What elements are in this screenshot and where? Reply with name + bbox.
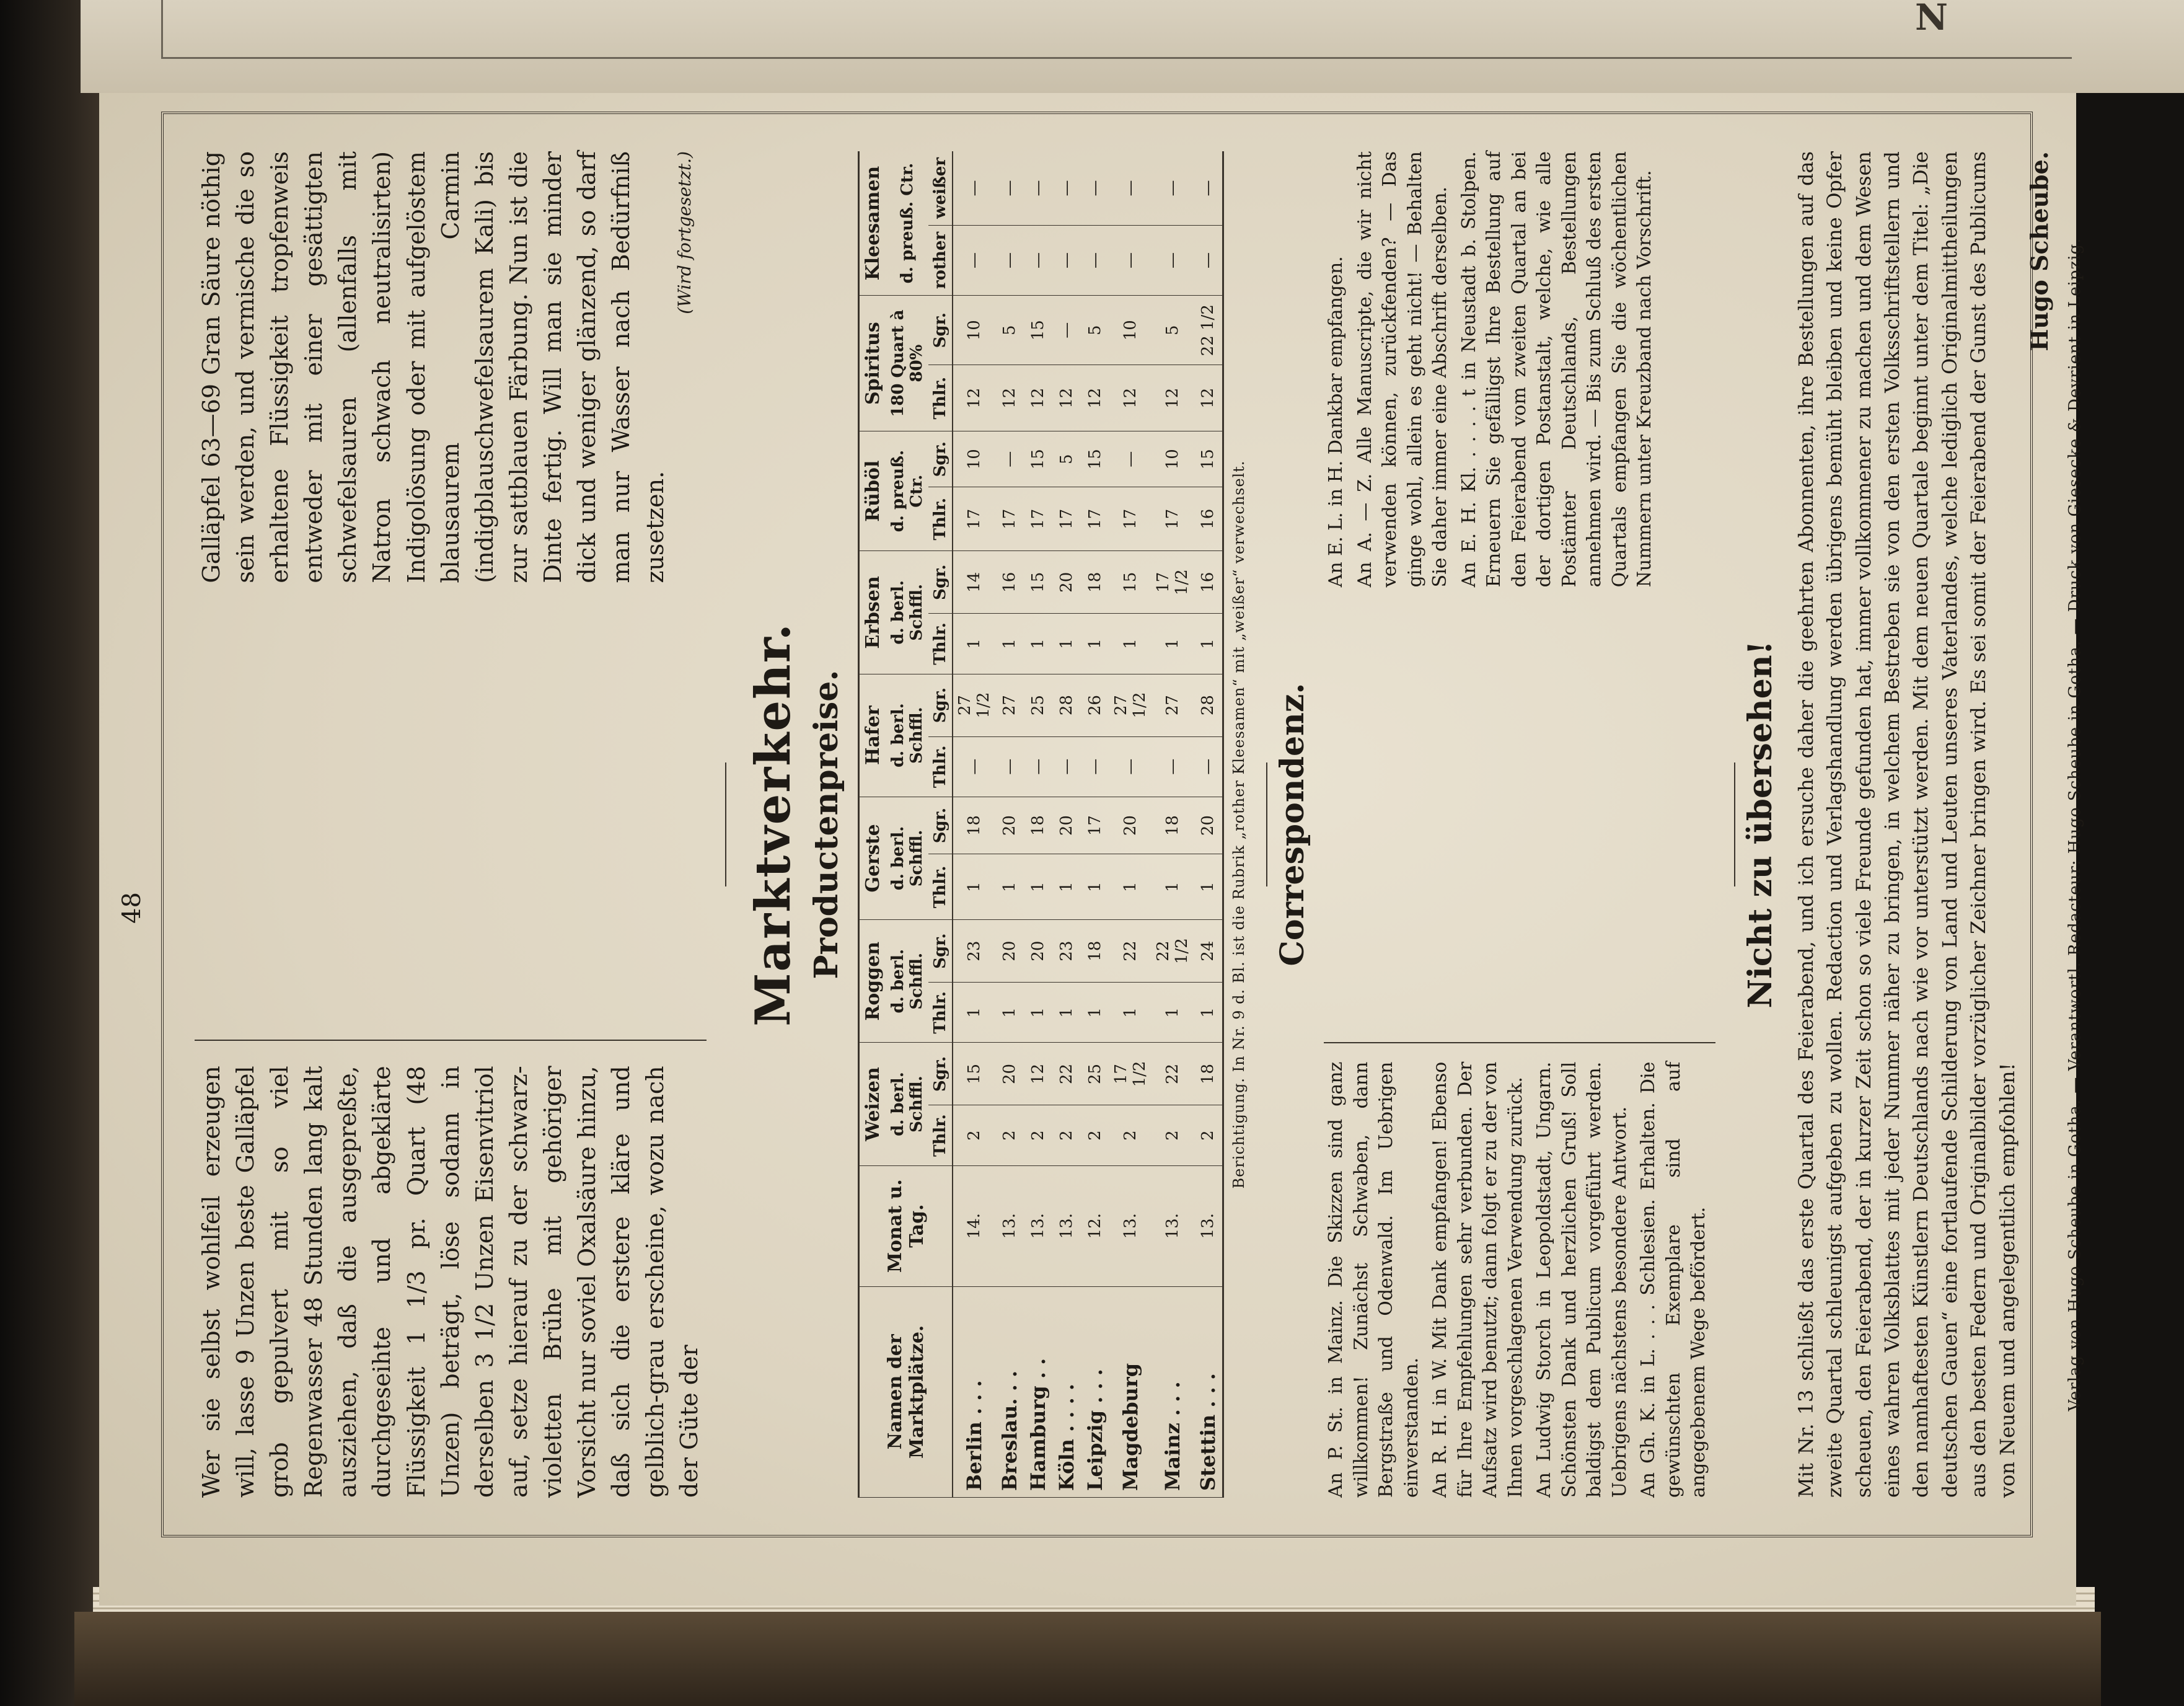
header-row	[859, 151, 887, 1498]
unit-header: rother	[928, 225, 953, 295]
price-cell: 15	[1194, 431, 1223, 487]
price-cell: 12	[1024, 365, 1052, 431]
price-cell: 17	[953, 487, 995, 551]
unit-header: Sgr.	[928, 1043, 953, 1105]
facing-page-frame	[161, 0, 2072, 59]
price-cell: 1	[1052, 854, 1081, 920]
price-cell: 12	[995, 365, 1024, 431]
date-cell: 13.	[995, 1165, 1024, 1286]
price-cell: 1	[1081, 854, 1109, 920]
price-cell: —	[1052, 151, 1081, 225]
column-header: Hafer	[859, 674, 887, 797]
price-cell: 14	[953, 551, 995, 614]
price-cell: 18	[1151, 797, 1194, 854]
notice-title: Nicht zu übersehen!	[1741, 640, 1779, 1009]
divider	[725, 762, 726, 886]
unit-header: weißer	[928, 151, 953, 225]
price-cell: 20	[1109, 797, 1151, 854]
rotated-content	[161, 112, 2085, 1537]
price-cell: 2	[1052, 1105, 1081, 1165]
price-cell: 22 1/2	[1151, 920, 1194, 983]
price-cell: —	[1081, 151, 1109, 225]
price-cell: —	[1194, 225, 1223, 295]
price-cell: 27 1/2	[1109, 674, 1151, 736]
price-cell: 17	[1081, 487, 1109, 551]
price-cell: 2	[1194, 1105, 1223, 1165]
price-cell: 10	[1109, 296, 1151, 365]
price-cell: —	[953, 225, 995, 295]
column-header: Gerste	[859, 797, 887, 919]
price-cell: 17 1/2	[1151, 551, 1194, 614]
price-cell: —	[1052, 736, 1081, 797]
price-cell: —	[1109, 736, 1151, 797]
price-cell: 26	[1081, 674, 1109, 736]
column-divider	[195, 608, 707, 1041]
book-spine	[0, 0, 99, 1706]
price-cell: 17	[1081, 797, 1109, 854]
price-cell: —	[1151, 736, 1194, 797]
unit-header: Sgr.	[928, 431, 953, 487]
correspondence-item: An Gh. K. in L. . . . Schlesien. Erhalten. Die gewünschten Exemplare sind auf angegebenem Wege befördert.	[1637, 1061, 1710, 1498]
correspondence-item: An A. — Z. Alle Manuscripte, die wir nicht verwenden können, zurückfenden? — Das ginge wohl, allein es geht nicht! — Behalten Sie daher immer eine Abschrift derselben.	[1354, 151, 1451, 588]
facing-page-letter: N	[1915, 0, 1948, 38]
unit-header: Thlr.	[928, 854, 953, 920]
price-cell: 20	[995, 920, 1024, 983]
price-cell: 20	[995, 797, 1024, 854]
price-cell: 1	[1194, 614, 1223, 674]
unit-header: Sgr.	[928, 920, 953, 983]
date-cell: 14.	[953, 1165, 995, 1286]
price-cell: 28	[1052, 674, 1081, 736]
price-cell: 1	[1194, 983, 1223, 1043]
price-cell: —	[1194, 151, 1223, 225]
price-cell: 1	[1024, 614, 1052, 674]
unit-header: Sgr.	[928, 797, 953, 854]
column-header: Kleesamen	[859, 151, 887, 296]
correspondence-item: An Ludwig Storch in Leopoldstadt, Ungarn. Schönsten Dank und herzlichen Gruß! Soll baldigst dem Publicum vorgeführt werden. Uebrigens nächstens besondere Antwort.	[1533, 1061, 1631, 1498]
column-subheader: d. berl. Schffl.	[886, 551, 928, 674]
prices-subtitle: Productenpreise.	[808, 670, 846, 979]
table-row	[1151, 151, 1194, 1498]
price-cell: 28	[1194, 674, 1223, 736]
date-cell: 13.	[1109, 1165, 1151, 1286]
date-cell: 12.	[1081, 1165, 1109, 1286]
price-table	[858, 151, 1224, 1498]
price-cell: 12	[1052, 365, 1081, 431]
price-cell: 12	[1151, 365, 1194, 431]
column-header: Weizen	[859, 1043, 887, 1165]
page-number: 48	[118, 892, 146, 924]
table-row	[1024, 151, 1052, 1498]
price-cell: 27	[995, 674, 1024, 736]
price-cell: 1	[1052, 983, 1081, 1043]
column-header: Roggen	[859, 920, 887, 1043]
price-cell: 15	[1024, 296, 1052, 365]
unit-header: Sgr.	[928, 551, 953, 614]
price-cell: 1	[995, 614, 1024, 674]
unit-header: Thlr.	[928, 1105, 953, 1165]
price-cell: 1	[1194, 854, 1223, 920]
price-cell: 5	[1151, 296, 1194, 365]
price-cell: 2	[995, 1105, 1024, 1165]
unit-header: Sgr.	[928, 296, 953, 365]
price-cell: 5	[995, 296, 1024, 365]
price-cell: 18	[953, 797, 995, 854]
price-cell: 10	[1151, 431, 1194, 487]
price-cell: 22	[1109, 920, 1151, 983]
divider	[1734, 762, 1735, 886]
price-cell: 18	[1194, 1043, 1223, 1105]
price-cell: 1	[1151, 614, 1194, 674]
price-cell: —	[1024, 225, 1052, 295]
price-cell: —	[1109, 431, 1151, 487]
column-subheader: d. preuß. Ctr.	[886, 151, 928, 296]
column-header: Rüböl	[859, 431, 887, 551]
table-row	[1052, 151, 1081, 1498]
price-cell: 1	[995, 983, 1024, 1043]
correspondence-columns	[1324, 151, 1715, 1498]
price-cell: 17	[1024, 487, 1052, 551]
price-cell: 20	[1052, 551, 1081, 614]
book-cover	[74, 1612, 2101, 1706]
price-cell: 20	[1024, 920, 1052, 983]
column-header: Monat u. Tag.	[859, 1165, 953, 1286]
price-cell: 20	[1194, 797, 1223, 854]
notice-text: Mit Nr. 13 schließt das erste Quartal des Feierabend, und ich ersuche daher die geehrten Abonnenten, ihre Bestellungen auf das zweite Quartal schleunigst aufgeben zu wollen. Redaction und Verlagshandlung werden übrigens bemüht bleiben und keine Opfer scheuen, den Feierabend, der in kurzer Zeit schon so viele Freunde gefunden hat, immer vollkommener zu machen und dem Wesen eines wahren Volksblattes mit jeder Nummer näher zu bringen, in welchem Bestreben sie von den ersten Volksschriftstellern und den namhaftesten Künstlern Deutschlands nach wie vor unterstützt werden. Mit dem neuen Quartale beginnt unter dem Titel: „Die deutschen Gauen“ eine fortlaufende Schilderung von Land und Leuten unseres Vaterlandes, welche lediglich Originalmittheilungen aus den besten Federn und Originalbilder vorzüglicher Zeichner bringen wird. Es sei somit der Feierabend der Gunst des Publicums von Neuem und angelegentlich empfohlen!	[1794, 151, 2019, 1498]
price-cell: 16	[995, 551, 1024, 614]
price-cell: 15	[953, 1043, 995, 1105]
price-cell: 25	[1024, 674, 1052, 736]
price-cell: 22	[1151, 1043, 1194, 1105]
price-cell: —	[953, 151, 995, 225]
unit-header: Thlr.	[928, 614, 953, 674]
price-cell: 20	[995, 1043, 1024, 1105]
price-cell: 24	[1194, 920, 1223, 983]
price-cell: —	[1151, 225, 1194, 295]
correspondence-item: An E. L. in H. Dankbar empfangen.	[1325, 256, 1347, 588]
page	[99, 93, 2085, 1606]
correspondence-right	[1324, 151, 1715, 587]
price-cell: 16	[1194, 487, 1223, 551]
price-cell: —	[1194, 736, 1223, 797]
price-cell: 12	[953, 365, 995, 431]
price-cell: —	[953, 736, 995, 797]
column-divider	[1324, 606, 1715, 1043]
date-cell: 13.	[1024, 1165, 1052, 1286]
intro-left: Wer sie selbst wohlfeil erzeugen will, lasse 9 Unzen beste Galläpfel grob gepulvert mit so viel Regenwasser 48 Stunden lang kalt ausziehen, daß die ausgepreßte, durchgeseihte und abgeklärte Flüssigkeit 1 1/3 pr. Quart (48 Unzen) beträgt, löse sodann in derselben 3 1/2 Unzen Eisenvitriol auf, setze hierauf zu der schwarz-violetten Brühe mit gehöriger Vorsicht nur soviel Oxalsäure hinzu, daß sich die erstere kläre und gelblich-grau erscheine, wozu nach der Güte der	[198, 1066, 703, 1498]
price-cell: 2	[1024, 1105, 1052, 1165]
price-cell: —	[995, 225, 1024, 295]
price-cell: 27 1/2	[953, 674, 995, 736]
column-header: Erbsen	[859, 551, 887, 674]
price-cell: 1	[995, 854, 1024, 920]
price-cell: —	[1024, 151, 1052, 225]
table-row	[995, 151, 1024, 1498]
correspondence-item: An R. H. in W. Mit Dank empfangen! Ebenso für Ihre Empfehlungen sehr verbunden. Der Aufsatz wird benutzt; dann folgt er zu der von Ihnen vorgeschlagenen Verwendung zurück.	[1429, 1061, 1526, 1498]
price-cell: —	[1081, 736, 1109, 797]
price-cell: 17 1/2	[1109, 1043, 1151, 1105]
column-subheader: d. berl. Schffl.	[886, 920, 928, 1043]
price-cell: 2	[953, 1105, 995, 1165]
column-header: Spiritus	[859, 296, 887, 431]
column-subheader: d. preuß. Ctr.	[886, 431, 928, 551]
price-cell: 1	[953, 614, 995, 674]
column-subheader: 180 Quart à 80%	[886, 296, 928, 431]
price-cell: 1	[1081, 614, 1109, 674]
correspondence-item: An P. St. in Mainz. Die Skizzen sind ganz willkommen! Zunächst Schwaben, dann Bergstraße und Odenwald. Im Uebrigen einverstanden.	[1325, 1061, 1422, 1498]
date-cell: 13.	[1151, 1165, 1194, 1286]
unit-header: Thlr.	[928, 983, 953, 1043]
price-cell: 1	[1081, 983, 1109, 1043]
correspondence-left	[1324, 1062, 1715, 1498]
city-cell: Breslau. . .	[995, 1286, 1024, 1497]
price-cell: 1	[1151, 983, 1194, 1043]
price-cell: 17	[1109, 487, 1151, 551]
price-cell: 17	[1052, 487, 1081, 551]
price-cell: 18	[1024, 797, 1052, 854]
price-cell: —	[1151, 151, 1194, 225]
content-frame	[161, 112, 2085, 1537]
table-row	[1109, 151, 1151, 1498]
correspondence-item: An E. H. Kl. . . . . t in Neustadt b. Stolpen. Erneuern Sie gefälligst Ihre Bestellung auf den Feierabend vom zweiten Quartal an bei der dortigen Postanstalt, welche, wie alle Postämter Deutschlands, Bestellungen annehmen wird. — Bis zum Schluß des ersten Quartals empfangen Sie die wöchentlichen Nummern unter Kreuzband nach Vorschrift.	[1458, 151, 1656, 588]
city-cell: Köln . . . .	[1052, 1286, 1081, 1497]
unit-header: Thlr.	[928, 736, 953, 797]
city-cell: Leipzig . . .	[1081, 1286, 1109, 1497]
price-cell: 10	[953, 296, 995, 365]
correspondence-title: Correspondenz.	[1274, 683, 1312, 966]
unit-header: Sgr.	[928, 674, 953, 736]
price-cell: 25	[1081, 1043, 1109, 1105]
price-cell: 1	[1052, 614, 1081, 674]
price-cell: 1	[953, 983, 995, 1043]
price-cell: 1	[1151, 854, 1194, 920]
price-cell: 1	[953, 854, 995, 920]
price-cell: —	[1081, 225, 1109, 295]
city-cell: Hamburg . .	[1024, 1286, 1052, 1497]
price-cell: 15	[1024, 551, 1052, 614]
price-cell: 22	[1052, 1043, 1081, 1105]
price-cell: 5	[1081, 296, 1109, 365]
price-cell: 1	[1024, 854, 1052, 920]
price-cell: 16	[1194, 551, 1223, 614]
price-cell: 27	[1151, 674, 1194, 736]
table-row	[1081, 151, 1109, 1498]
price-cell: 17	[995, 487, 1024, 551]
price-cell: 15	[1024, 431, 1052, 487]
date-cell: 13.	[1052, 1165, 1081, 1286]
imprint: Verlag von Hugo Scheube in Gotha. — Verantwortl. Redacteur: Hugo Scheube in Gotha. — Druck von Giesecke & Devrient in Leipzig.	[2066, 237, 2085, 1412]
price-cell: —	[1024, 736, 1052, 797]
price-cell: 12	[1081, 365, 1109, 431]
price-cell: —	[1052, 225, 1081, 295]
continued-note: (Wird fortgesetzt.)	[674, 151, 695, 314]
price-cell: 15	[1109, 551, 1151, 614]
unit-header: Thlr.	[928, 487, 953, 551]
price-cell: 10	[953, 431, 995, 487]
price-cell: 23	[1052, 920, 1081, 983]
price-cell: 18	[1081, 920, 1109, 983]
price-cell: 1	[1109, 854, 1151, 920]
table-row	[953, 151, 995, 1498]
price-table-head	[859, 151, 953, 1498]
city-cell: Mainz . . .	[1151, 1286, 1194, 1497]
price-cell: 2	[1109, 1105, 1151, 1165]
unit-header: Thlr.	[928, 365, 953, 431]
price-cell: 17	[1151, 487, 1194, 551]
price-cell: 22 1/2	[1194, 296, 1223, 365]
price-cell: 12	[1109, 365, 1151, 431]
price-cell: —	[995, 431, 1024, 487]
column-subheader: d. berl. Schffl.	[886, 797, 928, 919]
price-cell: 5	[1052, 431, 1081, 487]
city-cell: Berlin . . .	[953, 1286, 995, 1497]
price-cell: 12	[1194, 365, 1223, 431]
price-cell: 1	[1109, 983, 1151, 1043]
price-cell: 1	[1109, 614, 1151, 674]
column-header: Namen der Marktplätze.	[859, 1286, 953, 1497]
price-cell: —	[995, 736, 1024, 797]
price-cell: 12	[1024, 1043, 1052, 1105]
price-table-body	[953, 151, 1223, 1498]
intro-columns	[195, 151, 707, 1498]
facing-page-edge	[81, 0, 2184, 93]
price-cell: 20	[1052, 797, 1081, 854]
price-cell: 2	[1081, 1105, 1109, 1165]
intro-right: Galläpfel 63—69 Gran Säure nöthig sein werden, und vermische die so erhaltene Flüssigkeit tropfenweis entweder mit einer gesättigten schwefelsauren (allenfalls mit Natron schwach neutralisirten) Indigolösung oder mit aufgelöstem blausaurem Carmin (indigblauschwefelsaurem Kali) bis zur sattblauen Färbung. Nun ist die Dinte fertig. Will man sie minder dick und weniger glänzend, so darf man nur Wasser nach Bedürfniß zusetzen.	[198, 151, 669, 583]
price-cell: —	[995, 151, 1024, 225]
price-cell: 15	[1081, 431, 1109, 487]
city-cell: Magdeburg	[1109, 1286, 1151, 1497]
price-cell: 2	[1151, 1105, 1194, 1165]
price-cell: —	[1109, 151, 1151, 225]
intro-right-col	[195, 151, 707, 583]
date-cell: 13.	[1194, 1165, 1223, 1286]
correction-note: Berichtigung. In Nr. 9 d. Bl. ist die Rubrik „rother Kleesamen“ mit „weißer“ verwechselt.	[1230, 460, 1248, 1189]
price-cell: 23	[953, 920, 995, 983]
divider	[1266, 762, 1267, 886]
city-cell: Stettin . . .	[1194, 1286, 1223, 1497]
price-cell: 1	[1024, 983, 1052, 1043]
market-title: Marktverkehr.	[745, 622, 802, 1027]
price-cell: 18	[1081, 551, 1109, 614]
table-row	[1194, 151, 1223, 1498]
price-cell: —	[1052, 296, 1081, 365]
column-subheader: d. berl. Schffl.	[886, 674, 928, 797]
price-cell: —	[1109, 225, 1151, 295]
column-subheader: d. berl. Schffl.	[886, 1043, 928, 1165]
notice-signature: Hugo Scheube.	[2025, 151, 2054, 351]
